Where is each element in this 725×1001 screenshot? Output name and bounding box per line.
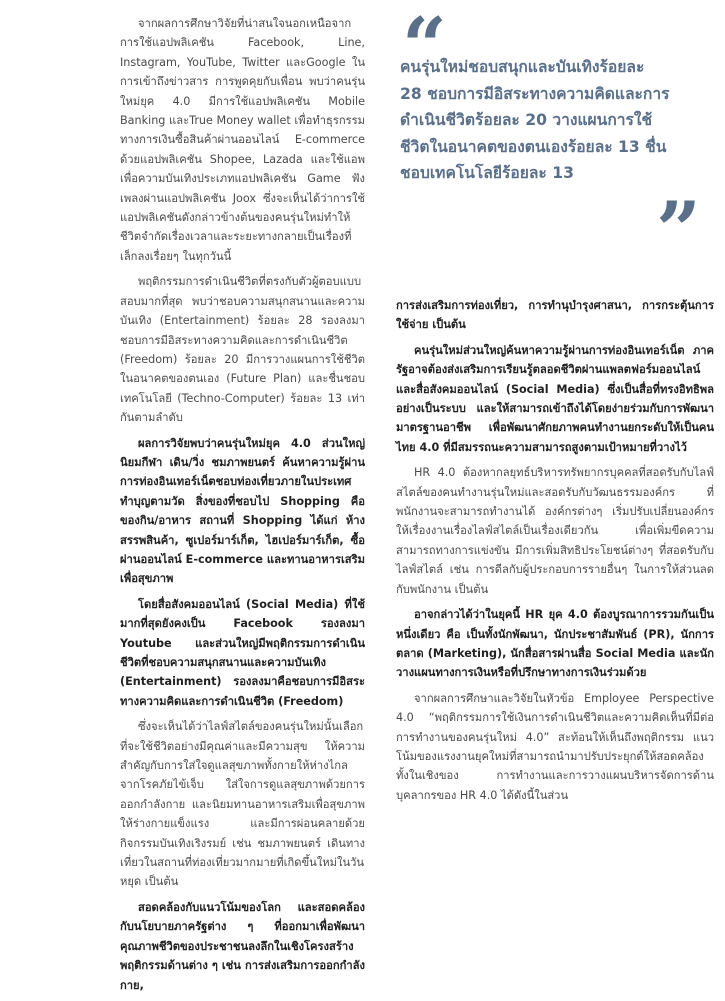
close-quote-icon: ” <box>656 185 701 276</box>
paragraph-hr-integration: อาจกล่าวได้ว่าในยุคนี้ HR ยุค 4.0 ต้องบูรณาการรวมกันเป็นหนึ่งเดียว คือ เป็นทั้งนักพัฒนา, นักประชาสัมพันธ์ (PR), นักการตลาด (Marketing), นักสื่อสารผ่านสื่อ Social Media และนักวางแผนทางการเงินหรือที่ปรึกษาทางการเงินร่วมด้วย <box>396 608 714 680</box>
right-column-body <box>396 296 714 805</box>
pull-quote <box>396 1 714 276</box>
paragraph-social-media: โดยสื่อสังคมออนไลน์ (Social Media) ที่ใช้มากที่สุดยังคงเป็น Facebook รองลงมา Youtube และส่วนใหญ่มีพฤติกรรมการดำเนินชีวิตที่ชอบความสนุกสนานและความบันเทิง (Entertainment) รองลงมาคือชอบการมีอิสระทางความคิดและการดำเนินชีวิต (Freedom) <box>120 597 365 708</box>
pull-quote-text: คนรุ่นใหม่ชอบสนุกและบันเทิงร้อยละ 28 ชอบการมีอิสระทางความคิดและการดำเนินชีวิตร้อยละ 20 วางแผนการใช้ชีวิตในอนาคตของตนเองร้อยละ 13 ชื่นชอบเทคโนโลยีร้อยละ 13 <box>400 58 670 183</box>
open-quote-icon: “ <box>402 1 447 92</box>
paragraph-hr-strategy: HR 4.0 ต้องหากลยุทธ์บริหารทรัพยากรบุคคลที่สอดรับกับไลฟ์สไตล์ของคนทำงานรุ่นใหม่และสอดรับกับวัฒนธรรมองค์กร ที่พนักงานจะสามารถทำงานได้ องค์กรต่างๆ เริ่มปรับเปลี่ยนองค์กรให้เรื่องงานเรื่องไลฟ์สไตล์เป็นเรื่องเดียวกัน เพื่อเพิ่มขีดความสามารถทางการแข่งขัน มีการเพิ่มสิทธิประโยชน์ต่างๆ ที่สอดรับกับไลฟ์สไตล์ เช่น การดีลกับผู้ประกอบการรายอื่นๆ ในการให้ส่วนลดกับพนักงาน เป็นต้น <box>396 466 714 596</box>
paragraph-research-findings: ผลการวิจัยพบว่าคนรุ่นใหม่ยุค 4.0 ส่วนใหญ่นิยมกีฬา เดิน/วิ่ง ชมภาพยนตร์ ค้นหาความรู้ผ่านการท่องอินเทอร์เน็ตชอบท่องเที่ยวภายในประเทศ ทำบุญตามวัด สิ่งของที่ชอบไป Shopping คือ ของกิน/อาหาร สถานที่ Shopping ได้แก่ ห้างสรรพสินค้า, ซูเปอร์มาร์เก็ต, ไฮเปอร์มาร์เก็ต, ซื้อผ่านออนไลน์ E-commerce และทานอาหารเสริมเพื่อสุขภาพ <box>120 436 365 586</box>
paragraph-employee-perspective: จากผลการศึกษาและวิจัยในหัวข้อ Employee Perspective 4.0 “พฤติกรรมการใช้เงินการดำเนินชีวิตและความคิดเห็นที่มีต่อการทำงานของคนรุ่นใหม่ 4.0” สะท้อนให้เห็นถึงพฤติกรรม แนวโน้มของแรงงานยุคใหม่ที่สามารถนำมาปรับประยุกต์ให้สอดคล้องทั้งในเชิงของ การทำงานและการวางแผนบริหารจัดการด้านบุคลากรของ HR 4.0 ได้ดังนี้ในส่วน <box>396 691 714 802</box>
paragraph-policy-continued: การส่งเสริมการท่องเที่ยว, การทำนุบำรุงศาสนา, การกระตุ้นการใช้จ่าย เป็นต้น <box>396 299 714 332</box>
paragraph-intro: จากผลการศึกษาวิจัยที่น่าสนใจนอกเหนือจากการใช้แอปพลิเคชัน Facebook, Line, Instagram, YouTube, Twitter และGoogle ในการเข้าถึงข่าวสาร การพูดคุยกับเพื่อน พบว่าคนรุ่นใหม่ยุค 4.0 มีการใช้แอปพลิเคชัน Mobile Banking และTrue Money wallet เพื่อทำธุรกรรมทางการเงินซื้อสินค้าผ่านออนไลน์ E-commerce ด้วยแอปพลิเคชัน Shopee, Lazada และใช้แอพเพื่อความบันเทิงประเภทแอปพลิเคชัน Game ฟังเพลงผ่านแอปพลิเคชัน Joox ซึ่งจะเห็นได้ว่าการใช้แอปพลิเคชันดังกล่าวข้างต้นของคนรุ่นใหม่ทำให้ชีวิตจำกัดเรื่องเวลาและระยะทางกลายเป็นเรื่องที่เล็กลงเรื่อยๆ ในทุกวันนี้ <box>120 17 365 263</box>
left-column <box>120 0 365 1001</box>
paragraph-healthy-lifestyle: ซึ่งจะเห็นได้ว่าไลฟ์สไตล์ของคนรุ่นใหม่นั้นเลือกที่จะใช้ชีวิตอย่างมีคุณค่าและมีความสุข ให้ความสำคัญกับการใส่ใจดูแลสุขภาพทั้งกายให้ห่างไกลจากโรคภัยไข้เจ็บ ใส่ใจการดูแลสุขภาพด้วยการออกกำลังกาย และนิยมทานอาหารเสริมเพื่อสุขภาพให้ร่างกายแข็งแรง และมีการผ่อนคลายด้วยกิจกรรมบันเทิงเริงรมย์ เช่น ชมภาพยนตร์ เดินทางเที่ยวในสถานที่ท่องเที่ยวมากมายที่เกิดขึ้นใหม่ในวันหยุด เป็นต้น <box>120 720 365 889</box>
paragraph-lifestyle-results: พฤติกรรมการดำเนินชีวิตที่ตรงกับตัวผู้ตอบแบบสอบมากที่สุด พบว่าชอบความสนุกสนานและความบันเทิง (Entertainment) ร้อยละ 28 รองลงมาชอบการมีอิสระทางความคิดและการดำเนินชีวิต (Freedom) ร้อยละ 20 มีการวางแผนการใช้ชีวิตในอนาคตของตนเอง (Future Plan) และชื่นชอบเทคโนโลยี (Techno-Computer) ร้อยละ 13 เท่ากันตามลำดับ <box>120 275 365 425</box>
right-column <box>396 0 714 811</box>
paragraph-policy-alignment: สอดคล้องกับแนวโน้มของโลก และสอดคล้องกับนโยบายภาครัฐต่าง ๆ ที่ออกมาเพื่อพัฒนาคุณภาพชีวิตของประชาชนลงลึกในเชิงโครงสร้างพฤติกรรมด้านต่าง ๆ เช่น การส่งเสริมการออกกำลังกาย, <box>120 900 365 992</box>
paragraph-online-learning: คนรุ่นใหม่ส่วนใหญ่ค้นหาความรู้ผ่านการท่องอินเทอร์เน็ต ภาครัฐอาจต้องส่งเสริมการเรียนรู้ตลอดชีวิตผ่านแพลตฟอร์มออนไลน์และสื่อสังคมออนไลน์ (Social Media) ซึ่งเป็นสื่อที่ทรงอิทธิพลอย่างเป็นระบบ และให้สามารถเข้าถึงได้โดยง่ายร่วมกับการพัฒนามาตรฐานอาชีพ เพื่อพัฒนาศักยภาพคนทำงานยกระดับให้เป็นคนไทย 4.0 ที่มีสมรรถนะความสามารถสูงตามเป้าหมายที่วางไว้ <box>396 343 714 454</box>
